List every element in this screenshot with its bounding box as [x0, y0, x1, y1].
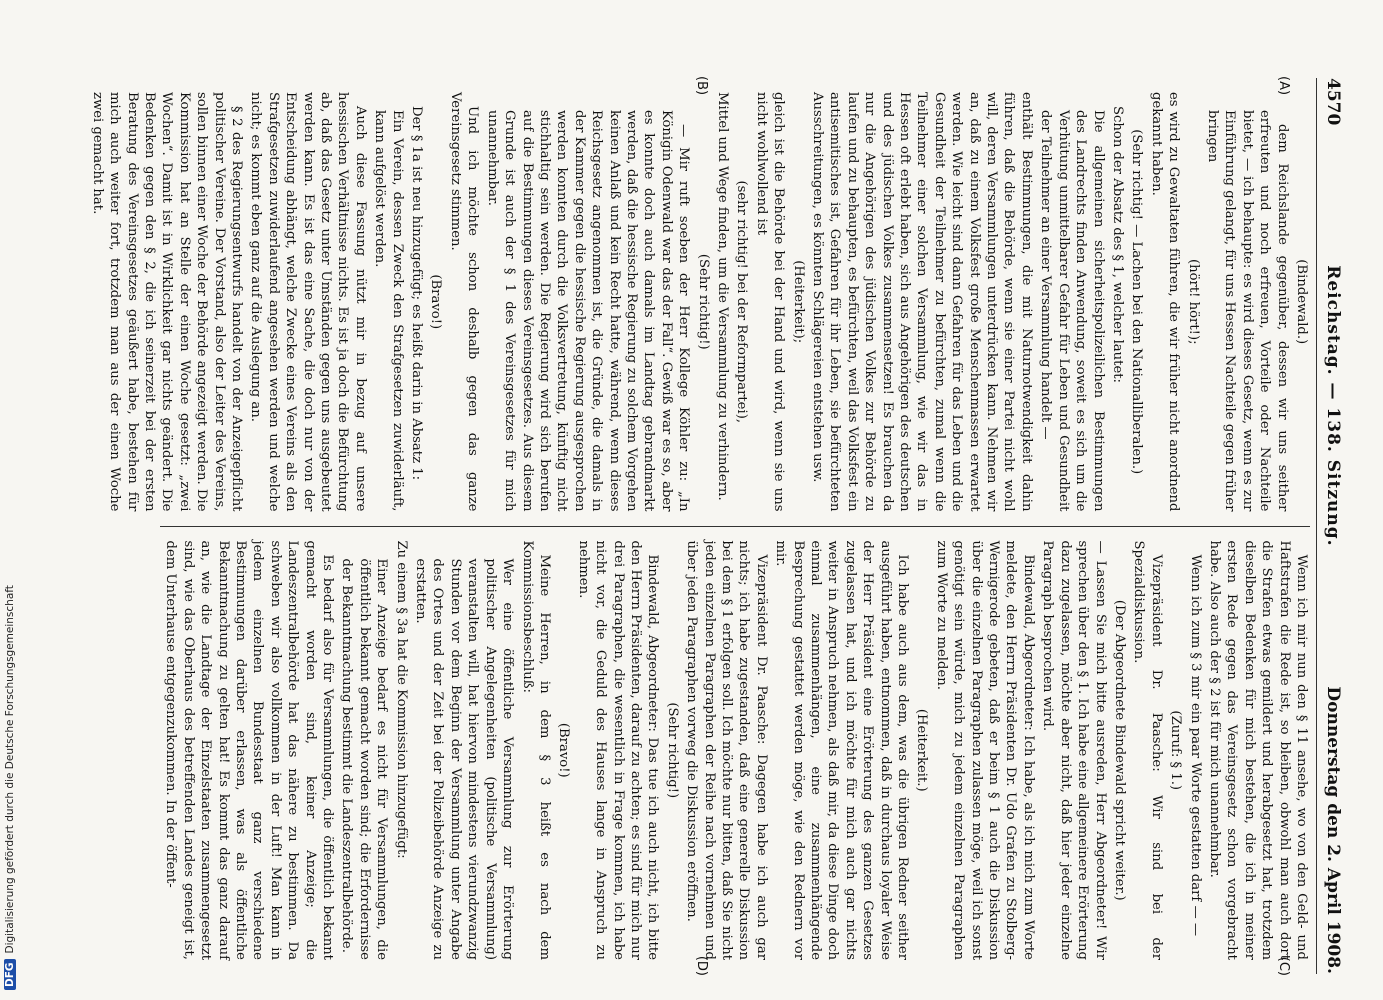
interjection: (Bravo!) [556, 722, 572, 778]
paragraph: Bindewald, Abgeordneter: Ich habe, als ich mich zum Worte meldete, den Herrn Präsidenten Dr. Udo Grafen zu Stolberg-Wernigerode gebeten, daß er beim § 1 auch die Diskussion über die einzelnen Paragraphen zulassen möge, weil ich sonst genötigt sein würde, mich zu jedem einzelnen Paragraphen zum Worte zu melden. [933, 540, 1036, 960]
paragraph: Vizepräsident Dr. Paasche: Dagegen habe ich auch gar nichts; ich habe zugestanden, daß eine generelle Diskussion bei dem § 1 erfolgen soll. Ich möchte nur bitten, daß Sie nicht jeden einzelnen Paragraphen der Reihe nach vornehmen und über jeden Paragraphen vorweg die Diskussion eröffnen. [684, 540, 769, 960]
paragraph: — Mir ruft soeben der Herr Kollege Köhler zu: „In Königin Odenwald war das der Fall“. Gewiß war es so, aber es konnte doch auch damals im Landtag gebrandmarkt werden, daß die hessische Regierung zu solchem Vorgehen keinen Anlaß und kein Recht hatte, während, wenn dieses Reichsgesetz angenommen ist, die Gründe, die damals in der Kammer gegen die hessische Regierung ausgesprochen werden konnten durch die Volksvertretung, künftig nicht stichhaltig sein werden. Die Regierung wird sich berufen auf die Bestimmungen dieses Vereinsgesetzes. Aus diesem Grunde ist auch der § 1 des Vereinsgesetzes für mich unannehmbar. [484, 110, 692, 512]
margin-marker-b: (B) [694, 76, 709, 96]
paragraph: Mittel und Wege finden, um die Versammlung zu verhindern. [715, 92, 730, 501]
paragraph: — Lassen Sie mich bitte ausreden, Herr Abgeordneter! Wir sprechen über den § 1. Ich habe eine allgemeinere Erörterung dazu zugelassen, möchte aber nicht, daß hier jeder einzelne Paragraph besprochen wird. [1040, 540, 1108, 960]
right-column [160, 526, 1310, 975]
interjection: (Heiterkeit); [790, 260, 806, 344]
dfg-logo: DFG [4, 959, 16, 990]
margin-marker-d: (D) [694, 955, 709, 976]
interjection: (Bravo!) [428, 274, 444, 330]
quoted-text: Ein Verein, dessen Zweck den Strafgesetzen zuwiderläuft, kann aufgelöst werden. [372, 110, 405, 512]
margin-marker-a: (A) [1276, 76, 1291, 96]
interjection: (Sehr richtig!) [664, 702, 680, 799]
paragraph: Vizepräsident Dr. Paasche: Wir sind bei der Spezialdiskussion. [1131, 540, 1164, 960]
paragraph: Es bedarf also für Versammlungen, die öffentlich bekannt gemacht worden sind, keiner Anzeige; die Landeszentralbehörde hat das nähere zu bestimmen. Da schweben wir also vollkommen in der Luft! Man kann in jedem einzelnen Bundesstaat ganz verschiedene Bestimmungen darüber erlassen, was als öffentliche Bekanntmachung zu gelten hat! Es kommt das ganz darauf an, wie die Landtage der Einzelstaaten zusammengesetzt sind, wie das Oberhaus des betreffenden Landes geneigt ist, dem Unterhause entgegenzukommen. In der öffent- [163, 540, 336, 960]
paragraph: Auch diese Fassung nützt mir in bezug auf unsere hessischen Verhältnisse nichts. Es ist ja doch die Befürchtung ab, daß das Gesetz unter Umständen gegen uns ausgebeutet werden kann. Es ist das eine Sache, die doch nur von der Entscheidung abhängt, welche Zwecke eines Vereins als den Strafgesetzen zuwiderlaufend angesehen werden und welche nicht; es kommt eben ganz auf die Auslegung an. [248, 92, 368, 512]
paragraph: Und ich möchte schon deshalb gegen das ganze Vereinsgesetz stimmen. [447, 92, 481, 512]
paragraph: Zu einem § 3a hat die Kommission hinzugefügt: [393, 540, 409, 859]
text-columns [89, 76, 1310, 976]
paragraph: Meine Herren, in dem § 3 heißt es nach dem Kommissionsbeschluß: [519, 540, 552, 960]
quoted-text: Einer Anzeige bedarf es nicht für Versammlungen, die öffentlich bekannt gemacht worden sind; die Erfordernisse der Bekanntmachung bestimmt die Landeszentralbehörde. [339, 558, 390, 960]
paragraph: Bindewald, Abgeordneter: Das tue ich auch nicht, ich bitte den Herrn Präsidenten, darauf zu achten; es sind für mich nur drei Paragraphen, die wesentlich in Frage kommen, ich habe nicht vor, die Geduld des Hauses lange in Anspruch zu nehmen. [575, 540, 661, 960]
paragraph: gleich ist die Behörde bei der Hand und wird, wenn sie uns nicht wohlwollend ist [753, 92, 787, 512]
paragraph: Ich habe auch aus dem, was die übrigen Redner seither ausgeführt haben, entnommen, daß in durchaus loyaler Weise der Herr Präsident eine Erörterung des ganzen Gesetzes zugelassen hat, und ich möchte für mich auch gar nichts weiter in Anspruch nehmen, als daß mir, da diese Dinge doch einmal zusammenhängen, eine zusammenhängende Besprechung gestattet werden möge, wie den Rednern vor mir. [773, 540, 911, 960]
interjection: (Zuruf: § 1.) [1168, 710, 1184, 791]
paragraph: Der § 1a ist neu hinzugefügt; es heißt darin in Absatz 1: [409, 106, 425, 481]
quoted-text: Wer eine öffentliche Versammlung zur Erörterung politischer Angelegenheiten (politische Versammlung) veranstalten will, hat hiervon mindestens vierundzwanzig Stunden vor dem Beginn der Versammlung unter Angabe des Ortes und der Zeit bei der Polizeibehörde Anzeige zu erstatten. [413, 558, 516, 960]
paragraph: enthält Bestimmungen, die mit Naturnotwendigkeit dahin führen, daß die Behörde, wenn sie einer Partei nicht wohl will, deren Versammlungen unterdrücken kann. Nehmen wir an, daß zu einem Volksfest große Menschenmassen erwartet werden. Wie leicht sind dann Gefahren für das Leben und die Gesundheit der Teilnehmer zu befürchten, zumal wenn die Teilnehmer einer solchen Versammlung, wie wir das in Hessen oft erlebt haben, sich aus Angehörigen des deutschen und des jüdischen Volkes zusammensetzen! Es brauchen da nur die Angehörigen des jüdischen Volkes zur Behörde zu laufen und zu behaupten, es befürchten, weil das Volksfest ein antisemitisches ist, Gefahren für ihr Leben, sie befürchteten Ausschreitungen, es könnten Schlägereien entstehen usw. [810, 92, 1034, 512]
paragraph: Wenn ich mir nun den § 11 ansehe, wo von den Geld- und Haftstrafen die Rede ist, so bleiben, obwohl man auch dort die Strafen etwas gemildert und herabgesetzt hat, trotzdem dieselben Bedenken für mich bestehen, die ich in meiner ersten Rede gegen das Vereinsgesetz schon vorgebracht habe. Also auch der § 2 ist für mich unannehmbar. [1206, 540, 1309, 960]
interjection: (Sehr richtig! — Lachen bei den Nationalliberalen.) [1129, 129, 1145, 475]
speaker-name: (Bindewald.) [1294, 259, 1309, 345]
page-number: 4570 [1323, 78, 1343, 126]
quoted-text: Die allgemeinen sicherheitspolizeilichen Bestimmungen des Landrechts finden Anwendung, soweit es sich um die Verhütung unmittelbarer Gefahr für Leben und Gesundheit der Teilnehmer an einer Versammlung handelt — [1038, 110, 1106, 512]
credit-text: Digitalisierung gefördert durch die Deutsche Forschungsgemeinschaft [4, 585, 16, 954]
header-center: Reichstag. — 138. Sitzung. [1323, 265, 1343, 547]
interjection: (Heiterkeit.) [914, 708, 930, 792]
interjection: (Sehr richtig!) [695, 253, 711, 350]
paragraph: dem Reichslande gegenüber, dessen wir uns seither erfreuten und noch erfreuen, Vorteile oder Nachteile bietet, — ich behaupte: es wird dieses Gesetz, wenn es zur Einführung gelangt, für uns Hessen Nachteile gegen früher bringen [1204, 110, 1290, 512]
left-column [89, 76, 1310, 526]
margin-marker-c: (C) [1276, 956, 1291, 976]
paragraph: Schon der Absatz des § 1, welcher lautet: [1109, 106, 1125, 383]
interjection: (Der Abgeordnete Bindewald spricht weiter.) [1111, 599, 1127, 901]
interjection: (sehr richtig! bei der Reformpartei), [734, 180, 750, 424]
paragraph: § 2 des Regierungsentwurfs handelt von der Anzeigepflicht politischer Vereine. Der Vorstand, also der Leiter des Vereins, sollen binnen einer Woche der Behörde angezeigt werden. Die Kommission hat an Stelle der einen Woche gesetzt: „zwei Wochen“. Damit ist in Wirklichkeit gar nichts geändert. Die Bedenken gegen den § 2, die ich seinerzeit bei der ersten Beratung des Vereinsgesetzes geäußert habe, bestehen für mich auch weiter fort, trotzdem man aus der einen Woche zwei gemacht hat. [89, 92, 245, 512]
paragraph: es wird zu Gewaltaten führen, die wir früher nicht anordnend gekannt haben. [1148, 92, 1182, 512]
paragraph: Wenn ich zum § 3 mir ein paar Worte gestatten darf — — [1187, 554, 1203, 937]
header-date: Donnerstag den 2. April 1908. [1323, 686, 1343, 974]
page-header [1316, 78, 1343, 974]
interjection: (hört! hört!); [1185, 258, 1201, 345]
